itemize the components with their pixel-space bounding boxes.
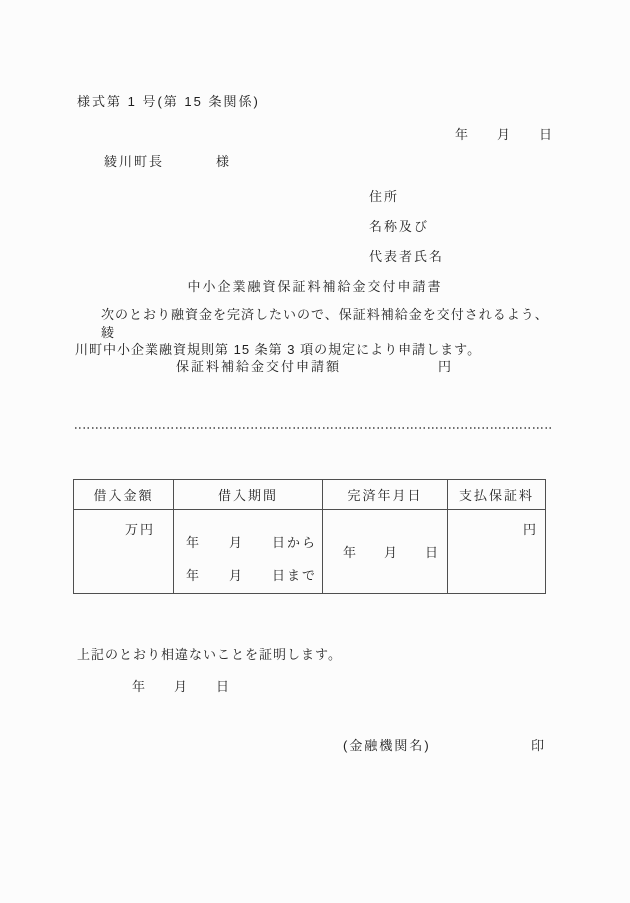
year-label: 年 <box>455 127 471 142</box>
body-paragraph-line2: 川町中小企業融資規則第 15 条第 3 項の規定により申請します。 <box>75 342 482 357</box>
amount-unit-label: 円 <box>437 359 453 374</box>
amount-label: 保証料補給金交付申請額 <box>176 359 342 374</box>
header-loan-period: 借入期間 <box>174 480 323 510</box>
applicant-name-label: 名称及び <box>369 219 430 234</box>
loan-period-lines <box>186 532 317 584</box>
year-label: 年 <box>186 535 202 550</box>
loan-amount-cell <box>74 510 174 594</box>
application-date-line <box>455 124 554 143</box>
application-amount-line <box>176 356 453 375</box>
applicant-address-label: 住所 <box>369 189 400 204</box>
repayment-date-line <box>343 542 440 561</box>
year-label: 年 <box>132 679 148 694</box>
month-label: 月 <box>228 535 244 550</box>
month-label: 月 <box>173 679 189 694</box>
day-to-label: 日まで <box>271 568 317 583</box>
header-loan-amount: 借入金額 <box>74 480 174 510</box>
loan-details-table <box>73 479 546 594</box>
certification-date-line <box>132 676 231 695</box>
dotted-cut-line <box>75 427 554 429</box>
period-to-line <box>186 565 317 584</box>
addressee-name: 綾川町長 <box>104 154 165 169</box>
day-from-label: 日から <box>271 535 317 550</box>
repayment-date-cell <box>323 510 448 594</box>
period-from-line <box>186 532 317 551</box>
header-repayment-date: 完済年月日 <box>323 480 448 510</box>
year-label: 年 <box>186 568 202 583</box>
financial-institution-line <box>343 735 546 754</box>
loan-period-cell <box>174 510 323 594</box>
day-label: 日 <box>538 127 554 142</box>
month-label: 月 <box>496 127 512 142</box>
year-label: 年 <box>343 545 359 560</box>
document-title: 中小企業融資保証料補給金交付申請書 <box>187 279 443 294</box>
body-paragraph-line1: 次のとおり融資金を完済したいので、保証料補給金を交付されるよう、綾 <box>101 307 549 340</box>
table-row <box>74 510 546 594</box>
applicant-representative-label: 代表者氏名 <box>369 249 445 264</box>
fee-unit-label: 円 <box>522 522 538 537</box>
addressee-line <box>104 151 231 170</box>
day-label: 日 <box>424 545 440 560</box>
body-paragraph <box>75 306 561 359</box>
guarantee-fee-cell <box>448 510 546 594</box>
month-label: 月 <box>383 545 399 560</box>
addressee-honorific: 様 <box>215 154 231 169</box>
table-header-row <box>74 480 546 510</box>
seal-mark: 印 <box>530 738 546 753</box>
month-label: 月 <box>228 568 244 583</box>
header-paid-guarantee-fee: 支払保証料 <box>448 480 546 510</box>
financial-institution-label: (金融機関名) <box>343 738 431 753</box>
loan-amount-unit-label: 万円 <box>124 522 155 537</box>
day-label: 日 <box>215 679 231 694</box>
form-number: 様式第 1 号(第 15 条関係) <box>77 94 260 109</box>
certification-statement: 上記のとおり相違ないことを証明します。 <box>77 647 342 662</box>
